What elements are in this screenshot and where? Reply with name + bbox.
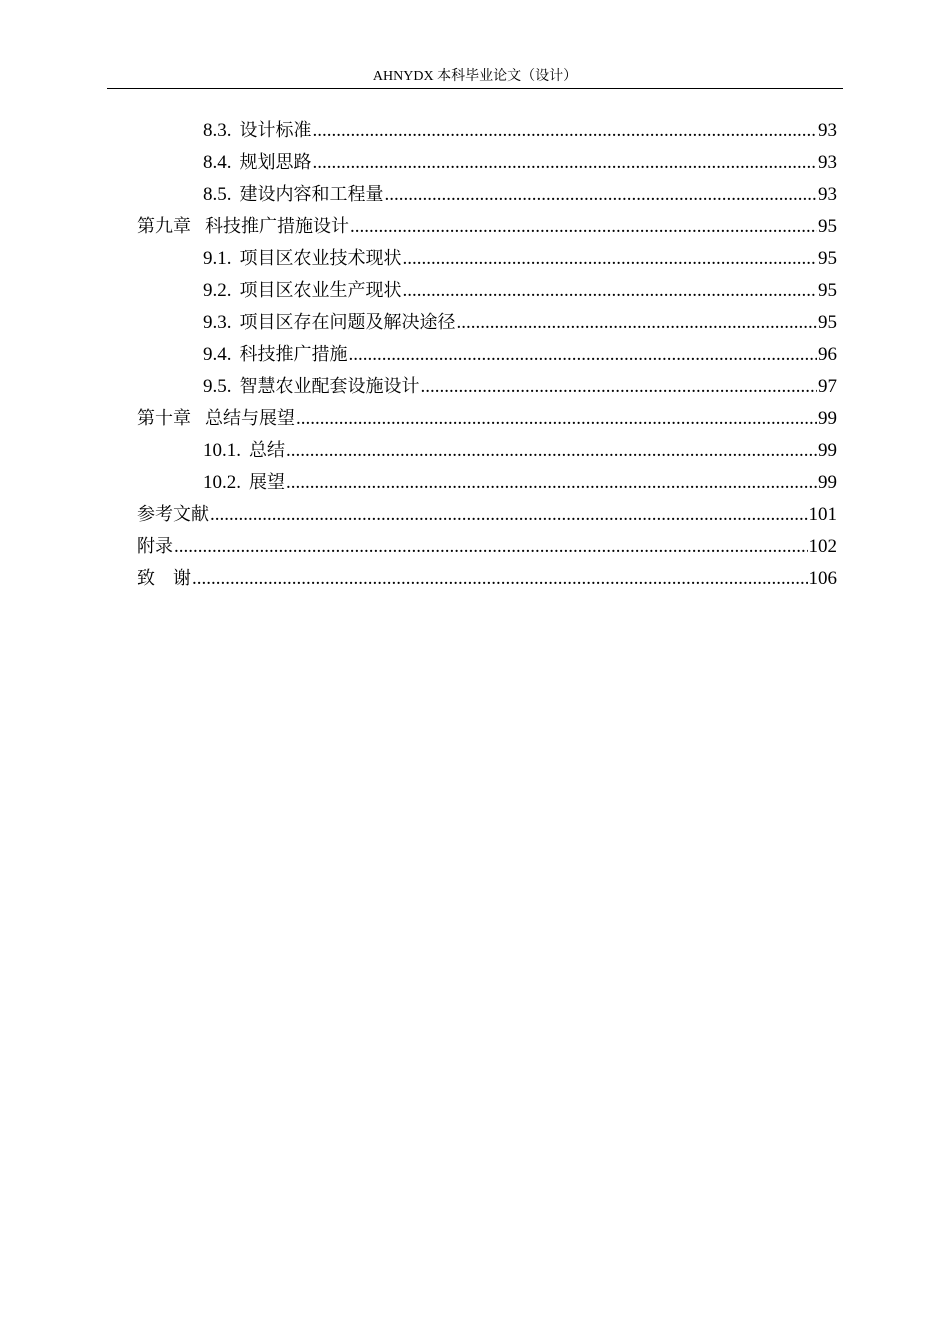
toc-entry[interactable]: [137, 307, 837, 339]
toc-dot-leader: [403, 275, 818, 307]
toc-dot-leader: [349, 339, 818, 371]
toc-entry-number: 9.4.: [203, 344, 232, 365]
toc-entry-title: 项目区存在问题及解决途径: [239, 312, 456, 333]
toc-entry-title: 参考文献: [137, 504, 209, 525]
toc-entry[interactable]: [137, 339, 837, 371]
toc-entry-title: 展望: [249, 472, 285, 493]
toc-entry-title: 致 谢: [137, 568, 191, 589]
toc-entry[interactable]: [137, 243, 837, 275]
toc-entry-page: 95: [818, 280, 837, 301]
toc-entry-number: 8.3.: [203, 120, 232, 141]
toc-entry-title: 项目区农业生产现状: [239, 280, 402, 301]
toc-entry-page: 99: [818, 408, 837, 429]
toc-dot-leader: [286, 467, 817, 499]
toc-entry-number: 9.2.: [203, 280, 232, 301]
toc-entry-number: 9.3.: [203, 312, 232, 333]
toc-entry-page: 93: [818, 184, 837, 205]
toc-entry-page: 93: [818, 120, 837, 141]
toc-entry[interactable]: [137, 211, 837, 243]
page-header: AHNYDX 本科毕业论文（设计）: [372, 69, 578, 84]
toc-entry-title: 科技推广措施设计: [205, 216, 349, 237]
toc-entry-number: 8.5.: [203, 184, 232, 205]
toc-entry-title: 总结与展望: [205, 408, 295, 429]
toc-dot-leader: [210, 499, 808, 531]
toc-entry[interactable]: [137, 563, 837, 595]
toc-entry-number: 10.2.: [203, 472, 241, 493]
toc-entry-title: 智慧农业配套设施设计: [239, 376, 420, 397]
toc-entry-number: 9.1.: [203, 248, 232, 269]
toc-entry[interactable]: [137, 467, 837, 499]
toc-entry-page: 95: [818, 248, 837, 269]
header-rule: [107, 88, 843, 89]
toc-entry[interactable]: [137, 499, 837, 531]
toc-entry-page: 99: [818, 440, 837, 461]
toc-entry-title: 总结: [249, 440, 285, 461]
toc-entry-title: 规划思路: [239, 152, 312, 173]
toc-dot-leader: [403, 243, 818, 275]
toc-dot-leader: [313, 147, 818, 179]
toc-entry-page: 106: [808, 568, 837, 589]
toc-entry-number: 9.5.: [203, 376, 232, 397]
toc-entry-title: 项目区农业技术现状: [239, 248, 402, 269]
toc-entry-number: 第九章: [137, 216, 191, 237]
table-of-contents: [137, 115, 837, 595]
toc-entry-page: 102: [808, 536, 837, 557]
toc-entry-title: 建设内容和工程量: [239, 184, 384, 205]
toc-entry-page: 99: [818, 472, 837, 493]
toc-dot-leader: [313, 115, 818, 147]
toc-entry-title: 附录: [137, 536, 173, 557]
toc-entry[interactable]: [137, 403, 837, 435]
toc-entry-page: 97: [818, 376, 837, 397]
toc-entry-page: 93: [818, 152, 837, 173]
toc-entry-number: 10.1.: [203, 440, 241, 461]
toc-dot-leader: [421, 371, 818, 403]
toc-entry-page: 95: [818, 312, 837, 333]
toc-entry[interactable]: [137, 147, 837, 179]
toc-entry-title: 设计标准: [239, 120, 312, 141]
toc-dot-leader: [350, 211, 817, 243]
toc-entry-title: 科技推广措施: [239, 344, 348, 365]
toc-dot-leader: [457, 307, 818, 339]
toc-entry[interactable]: [137, 435, 837, 467]
toc-dot-leader: [192, 563, 808, 595]
toc-dot-leader: [296, 403, 817, 435]
toc-dot-leader: [385, 179, 818, 211]
toc-entry-number: 8.4.: [203, 152, 232, 173]
toc-dot-leader: [174, 531, 808, 563]
toc-entry[interactable]: [137, 275, 837, 307]
toc-entry[interactable]: [137, 531, 837, 563]
toc-entry[interactable]: [137, 115, 837, 147]
toc-entry-number: 第十章: [137, 408, 191, 429]
toc-entry-page: 96: [818, 344, 837, 365]
toc-dot-leader: [286, 435, 817, 467]
toc-entry-page: 101: [808, 504, 837, 525]
toc-entry-page: 95: [818, 216, 837, 237]
toc-entry[interactable]: [137, 179, 837, 211]
toc-entry[interactable]: [137, 371, 837, 403]
